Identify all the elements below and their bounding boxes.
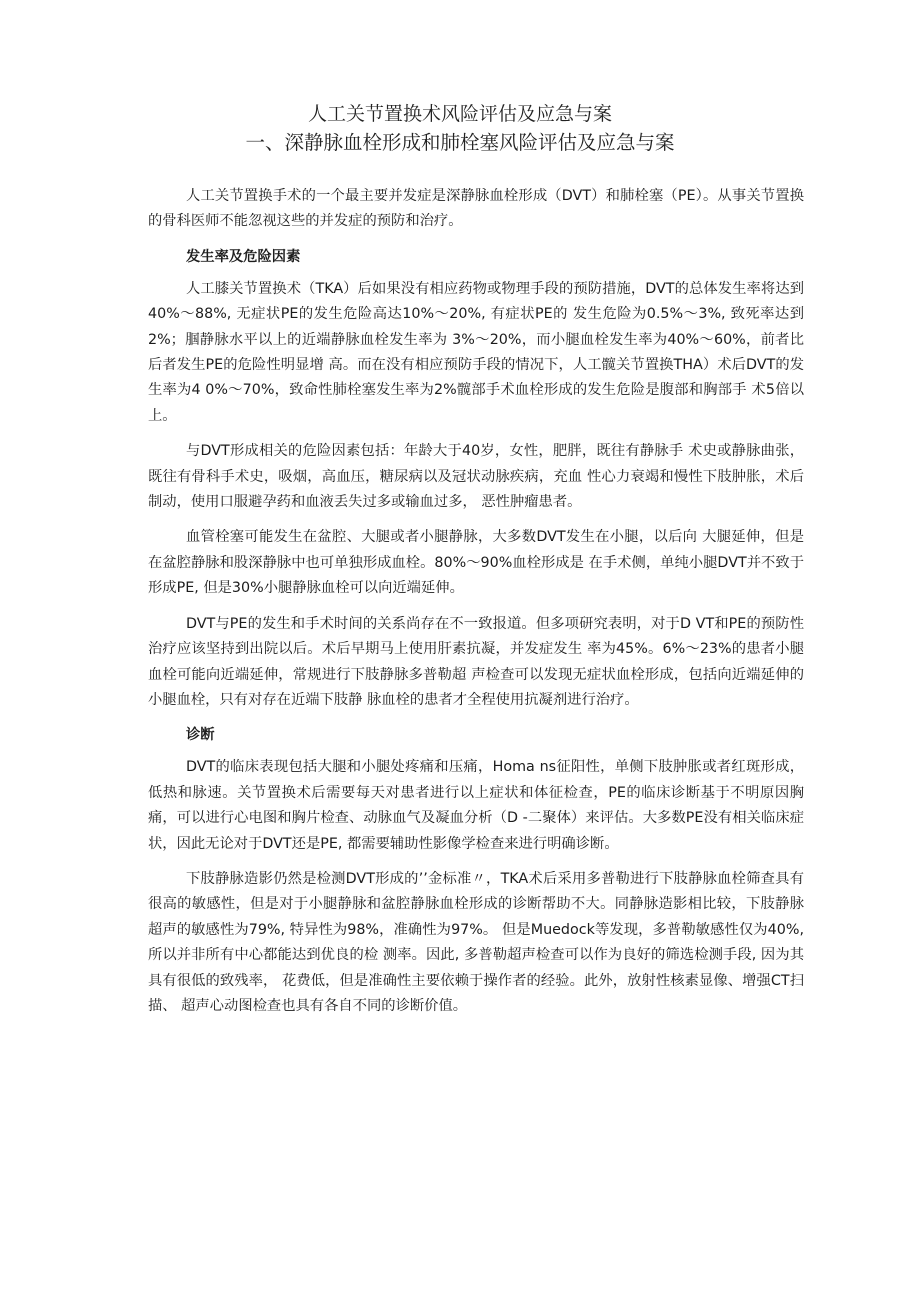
document-title: 人工关节置换术风险评估及应急与案 xyxy=(307,103,612,125)
paragraph: 下肢静脉造影仍然是检测DVT形成的’’金标准〃，TKA术后采用多普勒进行下肢静脉血栓筛查具有很高的敏感性，但是对于小腿静脉和盆腔静脉血栓形成的诊断帮助不大。同静脉造影相比较，下肢静脉超声的敏感性为79%, 特异性为98%，准确性为97%。 但是Muedock等发现，多普勒敏感性仅为40%,所以并非所有中心都能达到优良的检 测率。因此, 多普勒超声检查可以作为良好的筛选检测手段, 因为其具有很低的致残率， 花费低，但是准确性主要依赖于操作者的经验。此外，放射性核素显像、增强CT扫描、 超声心动图检查也具有各自不同的诊断价值。 xyxy=(148,870,804,1014)
section-heading-incidence: 发生率及危险因素 xyxy=(186,248,301,265)
paragraph: 与DVT形成相关的危险因素包括：年龄大于40岁，女性，肥胖，既往有静脉手 术史或静脉曲张，既往有骨科手术史，吸烟，高血压，糖尿病以及冠状动脉疾病，充血 性心力衰竭和慢性下肢肿胀，术后制动，使用口服避孕药和血液丢失过多或输血过多， 恶性肿瘤患者。 xyxy=(148,443,804,511)
document-body xyxy=(148,184,804,1029)
document-subtitle: 一、深静脉血栓形成和肺栓塞风险评估及应急与案 xyxy=(245,131,675,154)
paragraph: DVT的临床表现包括大腿和小腿处疼痛和压痛，Homa ns征阳性，单侧下肢肿胀或者红斑形成，低热和脉速。关节置换术后需要每天对患者进行以上症状和体征检查，PE的临床诊断基于不明原因胸痛，可以进行心电图和胸片检查、动脉血气及凝血分析（D -二聚体）来评估。大多数PE没有相关临床症状，因此无论对于DVT还是PE, 都需要辅助性影像学检查来进行明确诊断。 xyxy=(148,759,804,852)
intro-paragraph: 人工关节置换手术的一个最主要并发症是深静脉血栓形成（DVT）和肺栓塞（PE）。从事关节置换的骨科医师不能忽视这些的并发症的预防和治疗。 xyxy=(148,188,804,230)
paragraph: 血管栓塞可能发生在盆腔、大腿或者小腿静脉，大多数DVT发生在小腿，以后向 大腿延伸，但是在盆腔静脉和股深静脉中也可单独形成血栓。80%～90%血栓形成是 在手术侧，单纯小腿DVT并不致于形成PE, 但是30%小腿静脉血栓可以向近端延伸。 xyxy=(148,529,804,597)
paragraph: 人工膝关节置换术（TKA）后如果没有相应药物或物理手段的预防措施，DVT的总体发生率将达到40%～88%, 无症状PE的发生危险高达10%～20%, 有症状PE的 发生危险为0.5%～3%, 致死率达到2%；腘静脉水平以上的近端静脉血栓发生率为 3%～20%，而小腿血栓发生率为40%～60%，前者比后者发生PE的危险性明显增 高。而在没有相应预防手段的情况下，人工髋关节置换THA）术后DVT的发生率为4 0%～70%，致命性肺栓塞发生率为2%髋部手术血栓形成的发生危险是腹部和胸部手 术5倍以上。 xyxy=(148,280,804,424)
section-heading-diagnosis: 诊断 xyxy=(186,727,215,744)
paragraph: DVT与PE的发生和手术时间的关系尚存在不一致报道。但多项研究表明，对于D VT和PE的预防性治疗应该坚持到出院以后。术后早期马上使用肝素抗凝，并发症发生 率为45%。6%～23%的患者小腿血栓可能向近端延伸，常规进行下肢静脉多普勒超 声检查可以发现无症状血栓形成，包括向近端延伸的小腿血栓，只有对存在近端下肢静 脉血栓的患者才全程使用抗凝剂进行治疗。 xyxy=(148,615,804,708)
